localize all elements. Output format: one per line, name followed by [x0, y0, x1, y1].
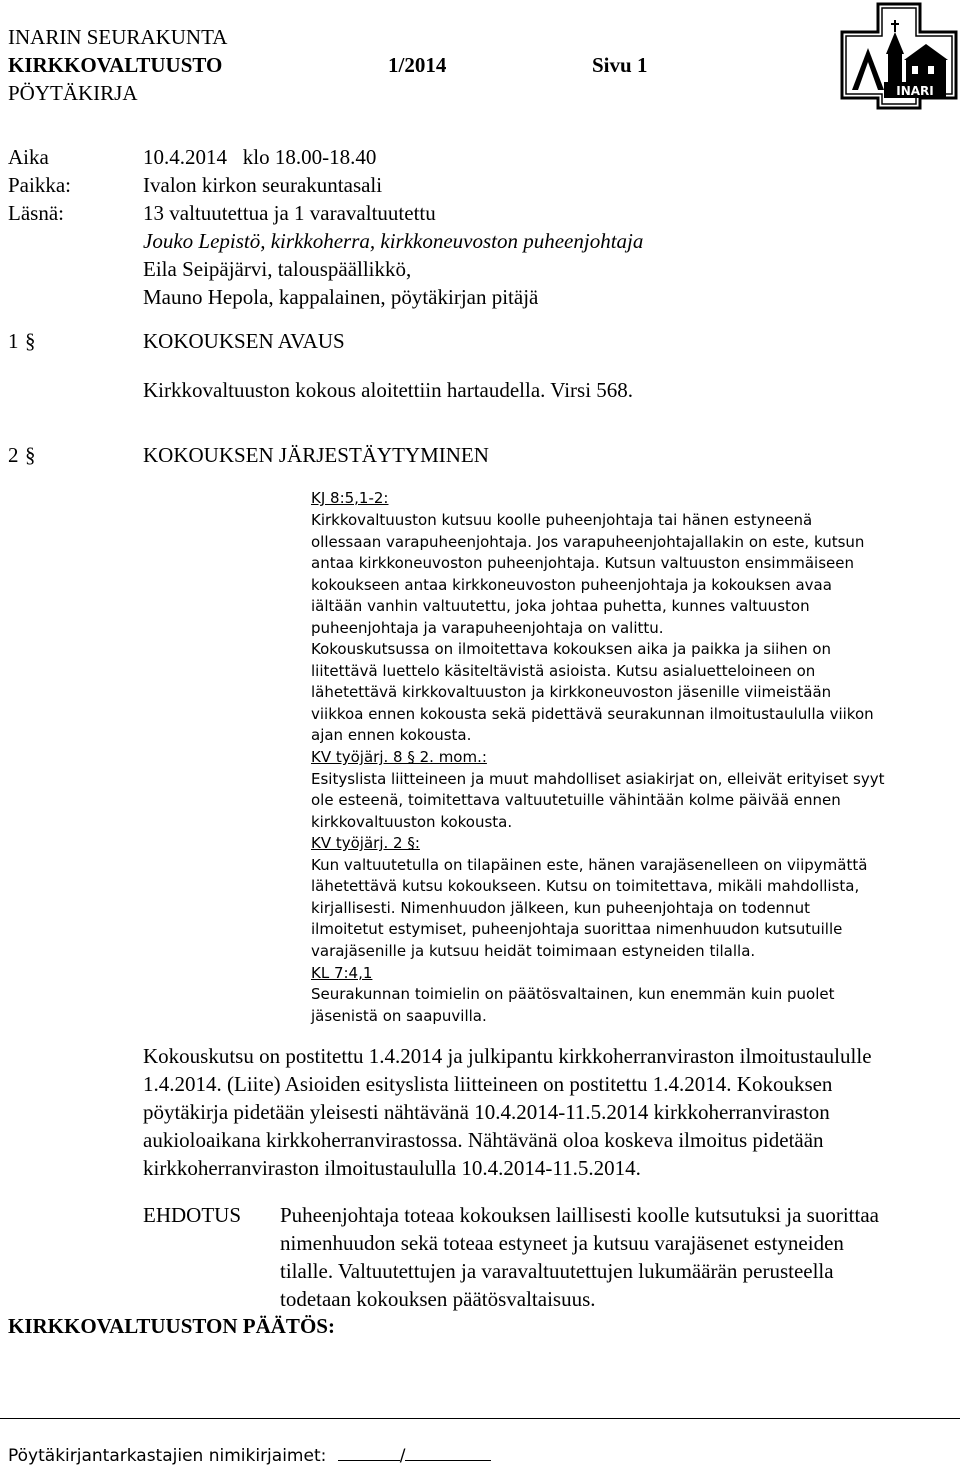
section-symbol: §	[25, 329, 36, 353]
footer-divider	[0, 1418, 960, 1419]
quote-line: viikkoa ennen kokousta sekä pidettävä seurakunnan ilmoitustaululla viikon	[311, 705, 874, 723]
quote-line: ajan ennen kokousta.	[311, 726, 472, 744]
quote-line: kirjallisesti. Nimenhuudon jälkeen, kun puheenjohtaja on todennut	[311, 899, 810, 917]
place-label: Paikka:	[8, 173, 71, 197]
quote-line: lähetettävä kirkkovaltuuston ja kirkkoneuvoston jäsenille viimeistään	[311, 683, 832, 701]
initials-label: Pöytäkirjantarkastajien nimikirjaimet:	[8, 1446, 327, 1466]
proposal-line: tilalle. Valtuutettujen ja varavaltuutettujen lukumäärän perusteella	[280, 1259, 834, 1283]
body-line: aukioloaikana kirkkoherranvirastossa. Nähtävänä oloa koskeva ilmoitus pidetään	[143, 1128, 824, 1152]
quote-line: puheenjohtaja ja varapuheenjohtaja on valittu.	[311, 619, 664, 637]
initials-blank-1	[338, 1459, 400, 1461]
body-line: 1.4.2014. (Liite) Asioiden esityslista liitteineen on postitettu 1.4.2014. Kokouksen	[143, 1072, 833, 1096]
proposal-line: Puheenjohtaja toteaa kokouksen laillisesti koolle kutsutuksi ja suorittaa	[280, 1203, 879, 1227]
quote-line: Kirkkovaltuuston kutsuu koolle puheenjohtaja tai hänen estyneenä	[311, 511, 813, 529]
quote-line: lähetettävä kutsu kokoukseen. Kutsu on toimitettava, mikäli mahdollista,	[311, 877, 860, 895]
body-line: Kokouskutsu on postitettu 1.4.2014 ja julkipantu kirkkoherranviraston ilmoitustaululle	[143, 1044, 872, 1068]
section-1-text: Kirkkovaltuuston kokous aloitettiin hartaudella. Virsi 568.	[143, 378, 634, 402]
quote-line: ollessaan varapuheenjohtaja. Jos varapuheenjohtajallakin on este, kutsun	[311, 533, 865, 551]
quote-line: antaa kirkkoneuvoston puheenjohtaja. Kutsun valtuuston ensimmäiseen	[311, 554, 854, 572]
reference-kl: KL 7:4,1	[311, 964, 373, 982]
initials-separator: /	[399, 1446, 406, 1466]
quote-line: ilmoitetut estymiset, puheenjohtaja suorittaa nimenhuudon kutsutuille	[311, 920, 843, 938]
decision-label: KIRKKOVALTUUSTON PÄÄTÖS:	[8, 1314, 335, 1338]
document-type: PÖYTÄKIRJA	[8, 81, 138, 105]
quote-line: jäsenistä on saapuvilla.	[311, 1007, 487, 1025]
reference-kv-8: KV työjärj. 8 § 2. mom.:	[311, 748, 487, 766]
section-2-title: KOKOUKSEN JÄRJESTÄYTYMINEN	[143, 443, 489, 467]
quote-line: ole esteenä, toimitettava valtuutetuille vähintään kolme päivää ennen	[311, 791, 841, 809]
footer-initials	[8, 1446, 491, 1466]
present-line: Jouko Lepistö, kirkkoherra, kirkkoneuvoston puheenjohtaja	[143, 229, 644, 253]
quote-line: Kokouskutsussa on ilmoitettava kokouksen aika ja paikka ja siihen on	[311, 640, 832, 658]
quote-line: Seurakunnan toimielin on päätösvaltainen, kun enemmän kuin puolet	[311, 985, 835, 1003]
proposal-line: nimenhuudon sekä toteaa estyneet ja kutsuu varajäsenet estyneiden	[280, 1231, 844, 1255]
present-label: Läsnä:	[8, 201, 64, 225]
quote-line: Kun valtuutetulla on tilapäinen este, hänen varajäsenelleen on viipymättä	[311, 856, 868, 874]
body-line: pöytäkirja pidetään yleisesti nähtävänä 10.4.2014-11.5.2014 kirkkoherranviraston	[143, 1100, 830, 1124]
organization-name: INARIN SEURAKUNTA	[8, 25, 228, 49]
reference-kj: KJ 8:5,1-2:	[311, 489, 389, 507]
reference-kv-2: KV työjärj. 2 §:	[311, 834, 420, 852]
quote-line: Esityslista liitteineen ja muut mahdolliset asiakirjat on, elleivät erityiset syyt	[311, 770, 885, 788]
quote-line: liitettävä luettelo käsiteltävistä asioista. Kutsu asialuetteloineen on	[311, 662, 816, 680]
quote-line: varajäsenille ja kutsuu heidät toimimaan estyneiden tilalla.	[311, 942, 756, 960]
body-name: KIRKKOVALTUUSTO	[8, 53, 223, 77]
section-1-title: KOKOUKSEN AVAUS	[143, 329, 345, 353]
logo-text: INARI	[896, 84, 934, 98]
section-1-number: 1	[8, 329, 19, 353]
quote-line: kirkkovaltuuston kokousta.	[311, 813, 513, 831]
section-2-number: 2	[8, 443, 19, 467]
quote-line: kokoukseen antaa kirkkoneuvoston puheenjohtaja ja kokouksen avaa	[311, 576, 832, 594]
present-line: 13 valtuutettua ja 1 varavaltuutettu	[143, 201, 436, 225]
page-number: Sivu 1	[592, 53, 648, 77]
initials-blank-2	[405, 1459, 491, 1461]
present-line: Eila Seipäjärvi, talouspäällikkö,	[143, 257, 412, 281]
proposal-line: todetaan kokouksen päätösvaltaisuus.	[280, 1287, 596, 1311]
section-symbol: §	[25, 443, 36, 467]
quote-line: iältään vanhin valtuutettu, joka johtaa puhetta, kunnes valtuuston	[311, 597, 810, 615]
time-label: Aika	[8, 145, 49, 169]
proposal-label: EHDOTUS	[143, 1203, 241, 1227]
body-line: kirkkoherranviraston ilmoitustaululla 10.4.2014-11.5.2014.	[143, 1156, 641, 1180]
present-line: Mauno Hepola, kappalainen, pöytäkirjan pitäjä	[143, 285, 539, 309]
time-value: 10.4.2014 klo 18.00-18.40	[143, 145, 377, 169]
parish-logo	[838, 2, 960, 110]
meeting-number: 1/2014	[388, 53, 447, 77]
place-value: Ivalon kirkon seurakuntasali	[143, 173, 383, 197]
